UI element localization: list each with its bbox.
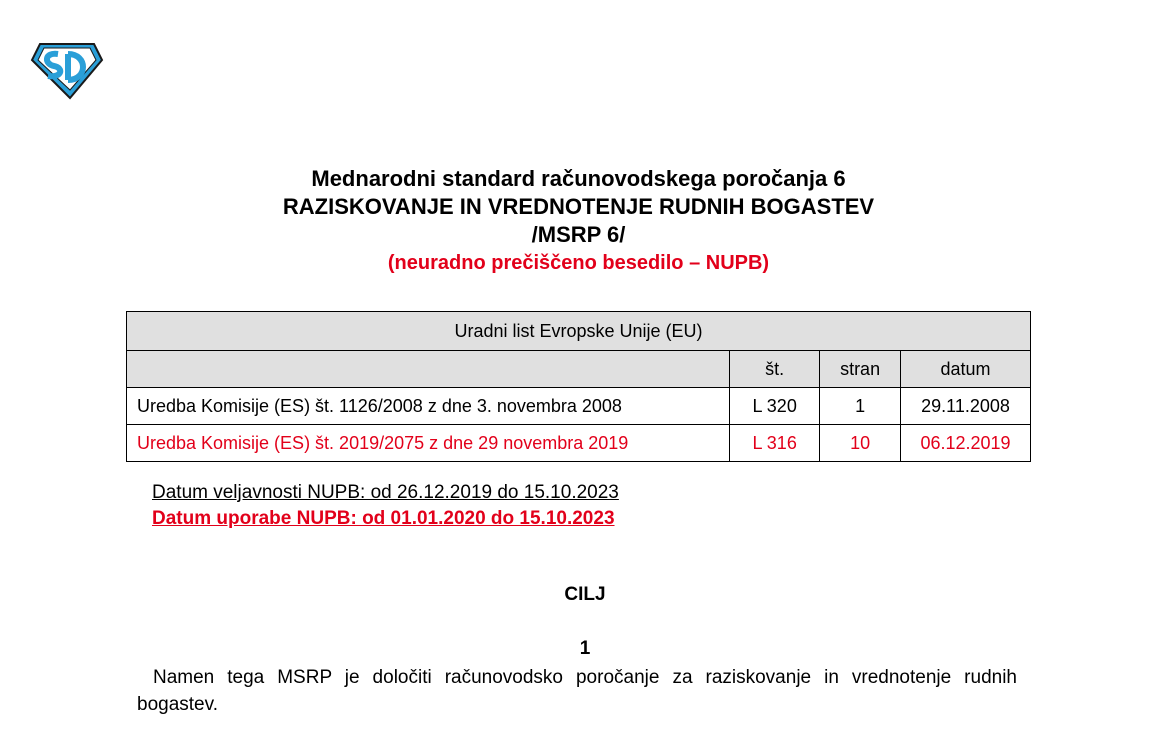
document-title [0,166,1157,278]
paragraph-number: 1 [579,638,591,659]
table-row [127,388,1031,425]
header-cell-datum: datum [901,351,1031,388]
validity-dates [152,480,619,532]
title-subtitle: (neuradno prečiščeno besedilo – NUPB) [387,252,770,274]
row-stran: 10 [820,425,901,462]
row-st: L 320 [730,388,820,425]
paragraph-text: Namen tega MSRP je določiti računovodsko poročanje za raziskovanje in vrednotenje rudnih bogastev. [137,667,1017,715]
row-regulation: Uredba Komisije (ES) št. 1126/2008 z dne 3. novembra 2008 [127,388,730,425]
row-regulation: Uredba Komisije (ES) št. 2019/2075 z dne 29 novembra 2019 [127,425,730,462]
header-cell-text [127,351,730,388]
table-row [127,425,1031,462]
row-datum: 29.11.2008 [901,388,1031,425]
sd-logo-icon [30,40,104,100]
section-heading: CILJ [564,584,606,605]
title-line-3: /MSRP 6/ [531,222,626,247]
title-line-1: Mednarodni standard računovodskega poročanja 6 [311,166,846,191]
row-datum: 06.12.2019 [901,425,1031,462]
application-date: Datum uporabe NUPB: od 01.01.2020 do 15.10.2023 [152,508,615,529]
row-stran: 1 [820,388,901,425]
table-caption: Uradni list Evropske Unije (EU) [127,312,1031,351]
row-st: L 316 [730,425,820,462]
validity-date: Datum veljavnosti NUPB: od 26.12.2019 do 15.10.2023 [152,482,619,503]
header-cell-st: št. [730,351,820,388]
header-cell-stran: stran [820,351,901,388]
title-line-2: RAZISKOVANJE IN VREDNOTENJE RUDNIH BOGASTEV [282,194,875,219]
official-journal-table [126,311,1031,462]
